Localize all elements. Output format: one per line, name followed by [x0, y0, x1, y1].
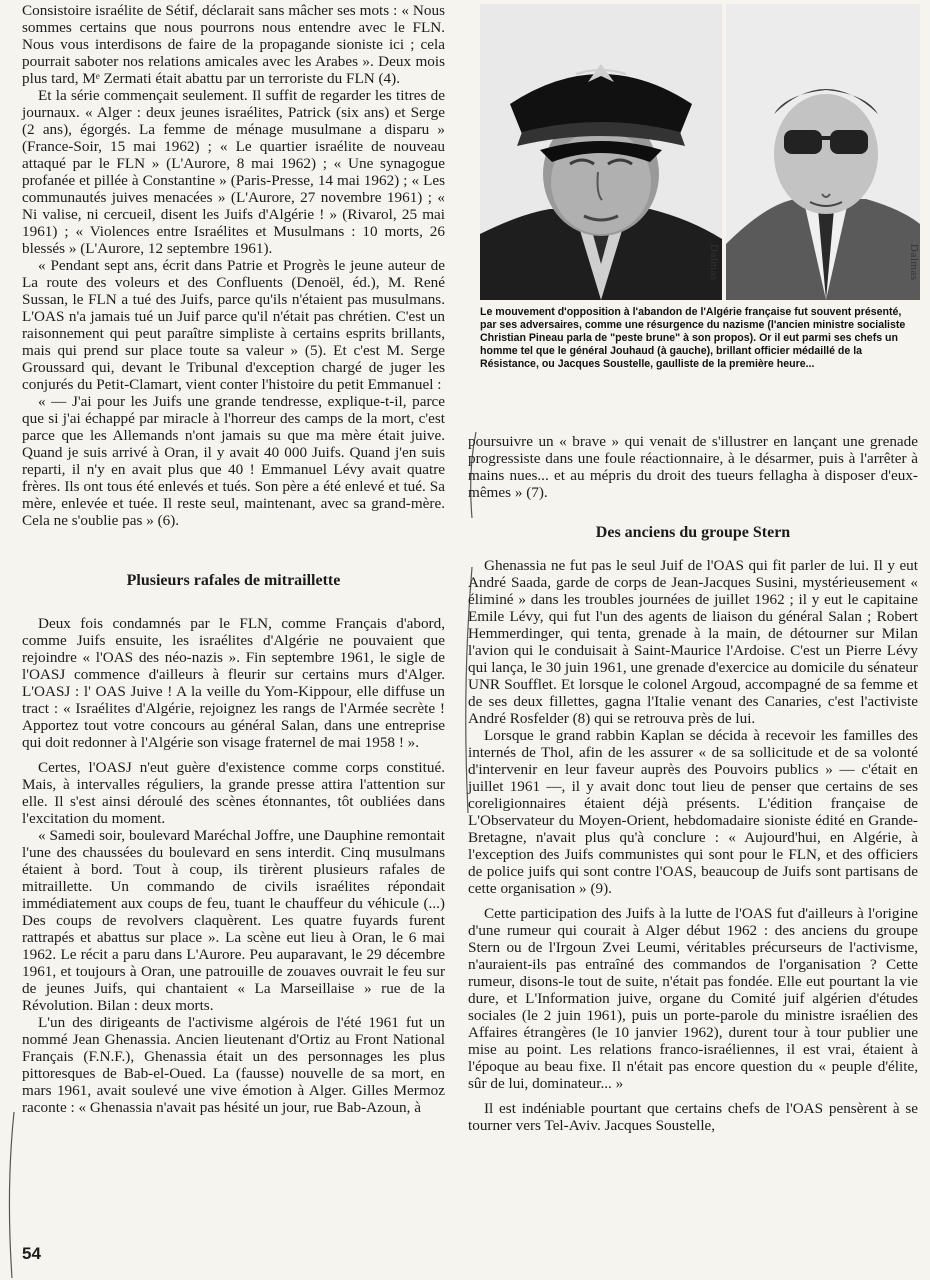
paragraph: « Pendant sept ans, écrit dans Patrie et Progrès le jeune auteur de La route des voleurs et des Confluents (Denoël, éd.), M. René Sussan, le FLN a tué des Juifs, parce qu'ils n'étaient pas musulmans. L'OAS n'a jamais tué un Juif parce qu'il n'était pas chrétien. C'est un raisonnement qui peut paraître simpliste à certains esprits brillants, mais qui prend sur place toute sa valeur » (5). Et c'est M. Serge Groussard qui, devant le Tribunal d'exception chargé de juger les conjurés du Petit-Clamart, vient conter l'histoire du petit Emmanuel :: [22, 257, 445, 393]
paragraph: Consistoire israélite de Sétif, déclarait sans mâcher ses mots : « Nous sommes certains que nous pourrons nous entendre avec le FLN. Nous vous interdisons de faire de la propagande sioniste ici ; cela pourrait saboter nos relations amicales avec les Arabes ». Deux mois plus tard, Mᵉ Zermati était abattu par un terroriste du FLN (4).: [22, 2, 445, 87]
paragraph: Et la série commençait seulement. Il suffit de regarder les titres de journaux. « Alger : deux jeunes israélites, Patrick (six ans) et Serge (2 ans), égorgés. La femme de ménage musulmane a disparu » (France-Soir, 15 mai 1962) ; « Le quartier israélite de nouveau attaqué par le FLN » (L'Aurore, 8 mai 1962) ; « Une synagogue profanée et pillée à Constantine » (Paris-Presse, 14 mai 1962) ; « Les communautés juives menacées » (L'Aurore, 27 novembre 1961) ; « Ni valise, ni cercueil, disent les Juifs d'Algérie ! » (Rivarol, 25 mai 1961) ; « Violences entre Israélites et Musulmans : 10 morts, 26 blessés » (L'Aurore, 12 septembre 1961).: [22, 87, 445, 257]
photo-credit: Dalmas: [708, 244, 720, 281]
page-number: 54: [22, 1244, 41, 1263]
section-heading: Plusieurs rafales de mitraillette: [126, 572, 341, 589]
left-column: [22, 0, 445, 1116]
pencil-mark: [2, 1110, 20, 1280]
paragraph: Ghenassia ne fut pas le seul Juif de l'OAS qui fit parler de lui. Il y eut André Saada, garde de corps de Jean-Jacques Susini, mystérieusement « éliminé » dans les troubles journées de juillet 1962 ; il y eut le capitaine Emile Lévy, qui fut l'un des agents de liaison du général Salan ; Robert Hemmerdinger, qui tenta, grenade à la main, de détourner sur Milan l'avion qui le conduisait à Saint-Maurice l'Ardoise. C'est un Pierre Lévy qui lança, le 30 juin 1961, une grenade d'exercice au domicile du sénateur UNR Soufflet. Et lorsque le colonel Argoud, accompagné de sa femme et de ses deux fillettes, gagna l'Italie venant des Canaries, c'est l'activiste André Rosfelder (8) qui se retrouva près de lui.: [468, 557, 918, 727]
paragraph: Il est indéniable pourtant que certains chefs de l'OAS pensèrent à se tourner vers Tel-Aviv. Jacques Soustelle,: [468, 1100, 918, 1134]
paragraph: Deux fois condamnés par le FLN, comme Français d'abord, comme Juifs ensuite, les israélites d'Algérie ne pouvaient que rejoindre « l'OAS des néo-nazis ». Fin septembre 1961, le sigle de l'OASJ commence d'ailleurs à fleurir sur certains murs d'Alger. L'OASJ : l' OAS Juive ! A la veille du Yom-Kippour, elle diffuse un tract : « Israélites d'Algérie, rejoignez les rangs de l'Armée secrète ! Apportez tout votre concours au général Salan, dans une entreprise qui doit redonner à l'Algérie son visage fraternel de mai 1958 ! ».: [22, 615, 445, 751]
paragraph: Cette participation des Juifs à la lutte de l'OAS fut d'ailleurs à l'origine d'une rumeur qui courait à Alger début 1962 : des anciens du groupe Stern ou de l'Irgoun Zvei Leumi, véritables précurseurs de l'activisme, n'auraient-ils pas entraîné des commandos de l'organisation ? Cette rumeur, disons-le tout de suite, n'était pas fondée. Elle eut pourtant la vie dure, et L'Information juive, organe du Comité juif algérien d'études sociales (le 2 juin 1961), puis un porte-parole du ministre israélien des Affaires étrangères (le 10 janvier 1962), durent tour à tour publier une mise au point. Les relations franco-israéliennes, il est vrai, étaient à l'époque au beau fixe. Il n'était pas encore question du « peuple d'élite, sûr de lui, dominateur... »: [468, 905, 918, 1092]
paragraph: Lorsque le grand rabbin Kaplan se décida à recevoir les familles des internés de Thol, afin de les assurer « de sa sollicitude et de sa volonté d'intervenir en leur faveur auprès des Pouvoirs publics » — c'était en juillet 1961 —, il y avait donc tout lieu de penser que certains de ses coreligionnaires étaient déjà présents. L'édition française de L'Observateur du Moyen-Orient, hebdomadaire sioniste édité en Grande-Bretagne, n'avait plus qu'à conclure : « Aujourd'hui, en Algérie, à l'exception des Juifs communistes qui sont pour le FLN, et des officiers de police juifs qui sont contre l'OAS, beaucoup de Juifs sont partisans de cette organisation » (9).: [468, 727, 918, 897]
photo-credit: Dalmas: [908, 244, 920, 281]
portrait-photo-jacques-soustelle: [726, 4, 920, 300]
paragraph: « Samedi soir, boulevard Maréchal Joffre, une Dauphine remontait l'une des chaussées du boulevard en sens interdit. Cinq musulmans étaient à bord. Tout à coup, ils tirèrent plusieurs rafales de mitraillette. Un commando de civils israélites répondait immédiatement aux coups de feu, tuant le chauffeur du véhicule (...) Des coups de revolvers claquèrent. Les quatre fuyards furent rattrapés et abattus sur place ». La scène eut lieu à Oran, le 6 mai 1962. Le récit a paru dans L'Aurore. Peu auparavant, le 29 décembre 1961, et toujours à Oran, une patrouille de zouaves ouvrait le feu sur de jeunes Juifs, qui chantaient « La Marseillaise » rue de la Révolution. Bilan : deux morts.: [22, 827, 445, 1014]
portrait-illustration: [480, 4, 722, 300]
paragraph: L'un des dirigeants de l'activisme algérois de l'été 1961 fut un nommé Jean Ghenassia. Ancien lieutenant d'Ortiz au Front National Français (F.N.F.), Ghenassia était un des personnages les plus pittoresques de Bab-el-Oued. La (fausse) nouvelle de sa mort, en mars 1961, avait soulevé une vive émotion à Alger. Gilles Mermoz raconte : « Ghenassia n'avait pas hésité un jour, rue Bab-Azoun, à: [22, 1014, 445, 1116]
paragraph: Certes, l'OASJ n'eut guère d'existence comme corps constitué. Mais, à intervalles réguliers, la grande presse attira l'attention sur elle. Il s'est ainsi déroulé des scènes étonnantes, tôt oubliées dans l'excitation du moment.: [22, 759, 445, 827]
paragraph: « — J'ai pour les Juifs une grande tendresse, explique-t-il, parce que si j'ai échappé par miracle à l'horreur des camps de la mort, c'est parce que les Allemands n'ont jamais su que ma mère était juive. Quand je suis arrivé à Oran, il y avait 40 000 Juifs. Quand j'en suis reparti, il n'y en avait plus que 40 ! Emmanuel Lévy avait quatre frères. Ils ont tous été enlevés et tués. Son père a été enlevé et tué. Sa mère, enlevée et tuée. Il reste seul, maintenant, avec sa grand-mère. Cela ne s'oublie pas » (6).: [22, 393, 445, 529]
paragraph: poursuivre un « brave » qui venait de s'illustrer en lançant une grenade progressiste dans une foule réactionnaire, à le désarmer, puis à l'arrêter à mains nues... et au mépris du droit des tueurs fellagha à disposer d'eux-mêmes » (7).: [468, 433, 918, 501]
portrait-illustration: [726, 4, 920, 300]
right-column: [468, 433, 918, 1134]
photo-pair: [480, 4, 920, 300]
photo-caption: Le mouvement d'opposition à l'abandon de l'Algérie française fut souvent présenté, par ses adversaires, comme une résurgence du nazisme (l'ancien ministre socialiste Christian Pineau parla de "peste brune" à son propos). Or il eut parmi ses chefs un homme tel que le général Jouhaud (à gauche), brillant officier médaillé de la Résistance, ou Jacques Soustelle, gaulliste de la première heure...: [480, 306, 906, 370]
portrait-photo-general-jouhaud: [480, 4, 722, 300]
section-heading: Des anciens du groupe Stern: [595, 524, 791, 541]
